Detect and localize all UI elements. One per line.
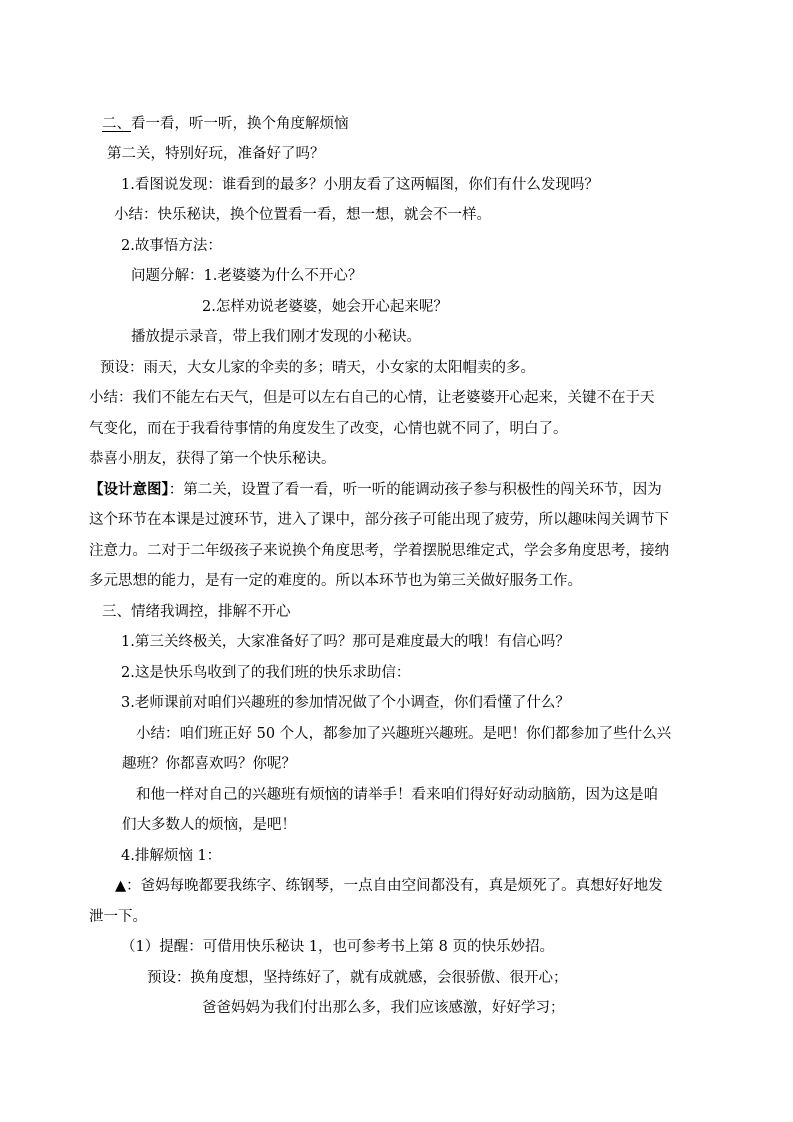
heading-text: 看一看，听一听，换个角度解烦恼: [131, 116, 349, 132]
section-3-summary-line-2: 趣班？你都喜欢吗？你呢？: [122, 756, 296, 772]
design-intent-text: ：第二关，设置了看一看，听一听的能调动孩子参与积极性的闯关环节，因为: [168, 482, 662, 498]
design-intent-label: 【设计意图】: [89, 481, 169, 498]
problem-1: 问题分解：1.老婆婆为什么不开心？: [131, 268, 363, 284]
summary-2-line-2: 气变化，而在于我看待事情的角度发生了改变，心情也就不同了，明白了。: [89, 421, 568, 437]
preset-2: 爸爸妈妈为我们付出那么多，我们应该感激，好好学习；: [202, 1000, 565, 1016]
design-intent-line-3: 注意力。二对于二年级孩子来说换个角度思考，学着摆脱思维定式，学会多角度思考，接纳: [89, 543, 669, 559]
preset: 预设：雨天，大女儿家的伞卖的多；晴天，小女家的太阳帽卖的多。: [100, 360, 535, 376]
section-2-intro: 第二关，特别好玩，准备好了吗？: [107, 146, 325, 162]
play-recording: 播放提示录音，带上我们刚才发现的小秘诀。: [131, 329, 421, 345]
complaint-line-1: ▲：爸妈每晚都要我练字、练钢琴，一点自由空间都没有，真是烦死了。真想好好地发: [115, 878, 663, 894]
section-2-item-1: 1.看图说发现：谁看到的最多？小朋友看了这两幅图，你们有什么发现吗？: [121, 177, 599, 193]
summary-2-line-1: 小结：我们不能左右天气，但是可以左右自己的心情，让老婆婆开心起来，关键不在于天: [89, 390, 655, 406]
complaint-line-2: 泄一下。: [89, 909, 147, 925]
section-2-item-2: 2.故事悟方法：: [121, 238, 222, 254]
design-intent-line-1: [89, 480, 662, 500]
section-3-item-4: 4.排解烦恼 1：: [121, 848, 222, 864]
design-intent-line-4: 多元思想的能力，是有一定的难度的。所以本环节也为第三关做好服务工作。: [89, 573, 582, 589]
section-3-summary-line-1: 小结：咱们班正好 50 个人，都参加了兴趣班兴趣班。是吧！你们都参加了些什么兴: [136, 726, 672, 742]
section-2-heading: [102, 114, 349, 134]
congrats: 恭喜小朋友，获得了第一个快乐秘诀。: [89, 451, 336, 467]
section-3-item-3: 3.老师课前对咱们兴趣班的参加情况做了个小调查，你们看懂了什么？: [121, 695, 570, 711]
design-intent-line-2: 这个环节在本课是过渡环节，进入了课中，部分孩子可能出现了疲劳，所以趣味闯关调节下: [89, 512, 669, 528]
raise-hand-line-1: 和他一样对自己的兴趣班有烦恼的请举手！看来咱们得好好动动脑筋，因为这是咱: [136, 787, 658, 803]
section-3-item-1: 1.第三关终极关，大家准备好了吗？那可是难度最大的哦！有信心吗？: [121, 634, 570, 650]
section-2-summary-1: 小结：快乐秘诀，换个位置看一看，想一想，就会不一样。: [114, 207, 491, 223]
section-3-item-2: 2.这是快乐鸟收到了的我们班的快乐求助信：: [121, 665, 411, 681]
raise-hand-line-2: 们大多数人的烦恼，是吧！: [122, 817, 296, 833]
problem-2: 2.怎样劝说老婆婆，她会开心起来呢？: [202, 299, 448, 315]
section-3-heading: 三、情绪我调控，排解不开心: [102, 604, 291, 620]
preset-1: 预设：换角度想，坚持练好了，就有成就感，会很骄傲、很开心；: [147, 970, 568, 986]
heading-number: 二、: [102, 116, 131, 132]
hint: （1）提醒：可借用快乐秘诀 1，也可参考书上第 8 页的快乐妙招。: [121, 939, 555, 955]
